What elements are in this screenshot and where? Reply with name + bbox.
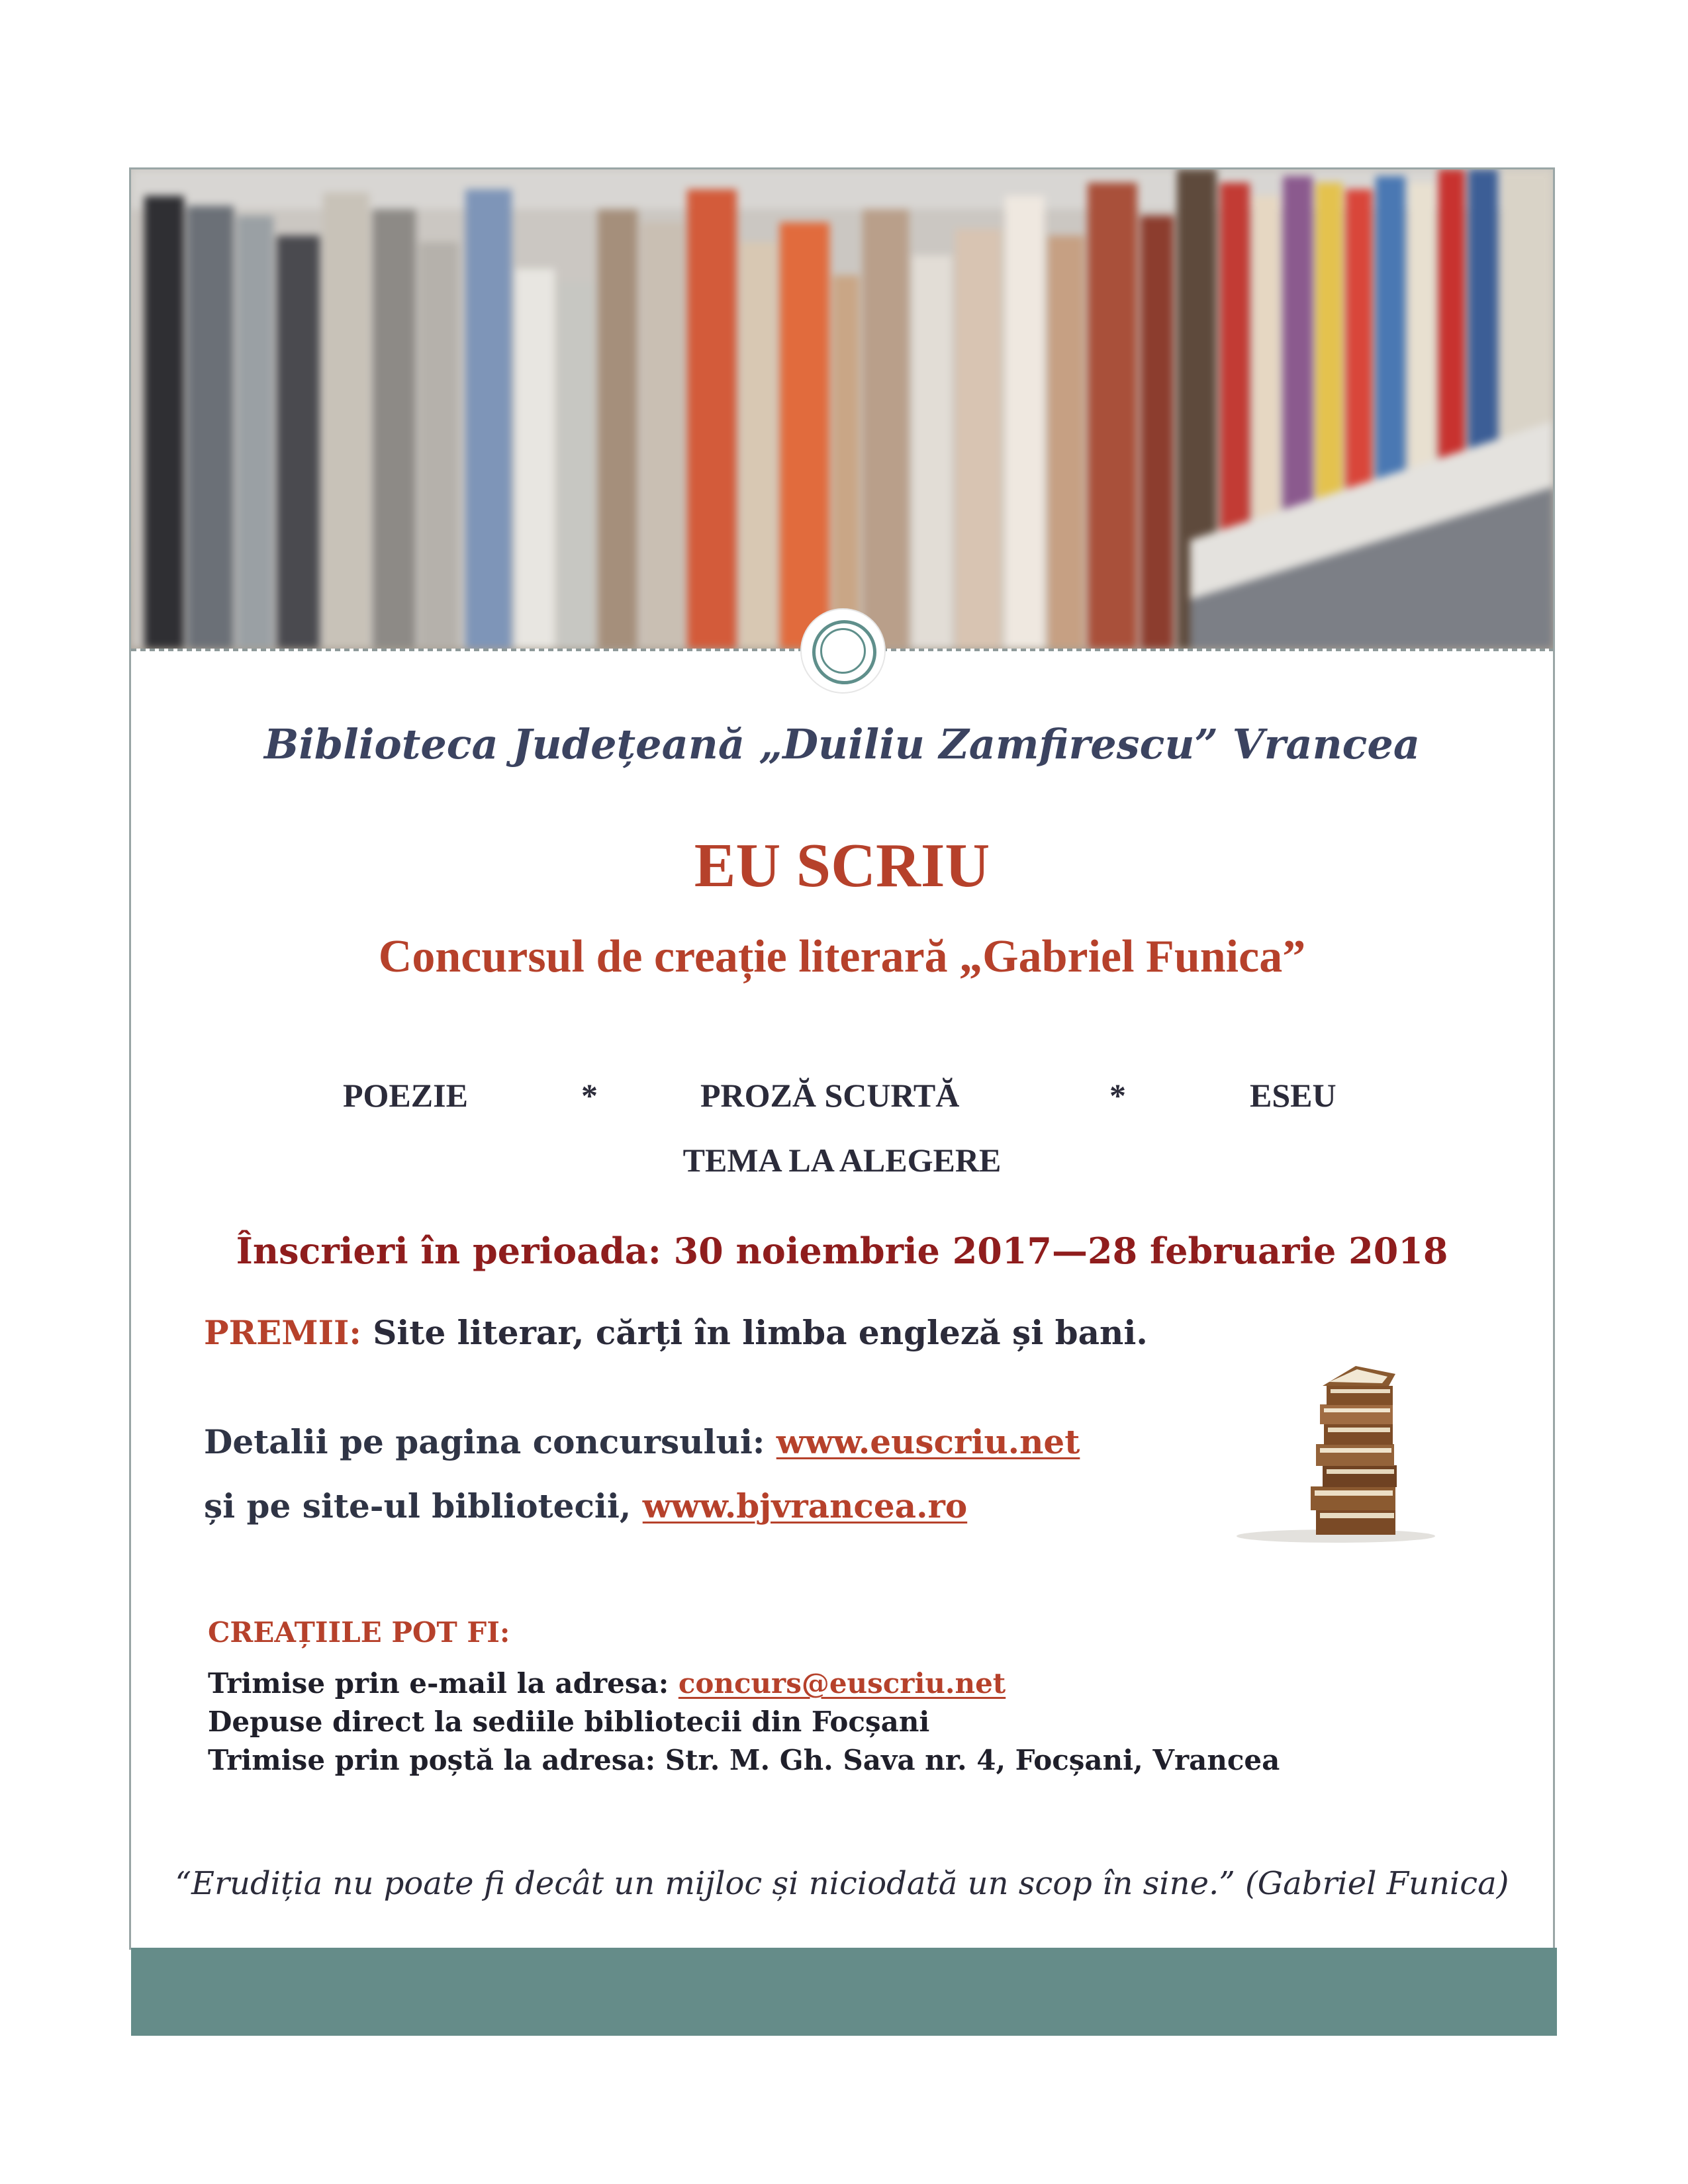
submissions-heading: CREAȚIILE POT FI: (208, 1616, 510, 1649)
bookshelf-photo (131, 169, 1553, 649)
category-poetry: POEZIE (343, 1077, 468, 1114)
ring-inner (812, 620, 876, 684)
prizes-label: PREMII: (204, 1313, 361, 1352)
poster-frame (129, 167, 1555, 1950)
poster-title: EU SCRIU (694, 831, 990, 900)
category-essay: ESEU (1250, 1077, 1336, 1114)
details-prefix: Detalii pe pagina concursului: (204, 1422, 765, 1461)
euscriu-link[interactable]: www.euscriu.net (776, 1422, 1080, 1461)
theme-line: TEMA LA ALEGERE (682, 1142, 1002, 1179)
library-name: Biblioteca Județeană „Duiliu Zamfirescu” Vrancea (263, 720, 1421, 768)
library-site-line (204, 1486, 967, 1525)
footer-bar (131, 1948, 1557, 2036)
submission-post-line: Trimise prin poștă la adresa: Str. M. Gh. Sava nr. 4, Focșani, Vrancea (208, 1744, 1280, 1776)
bjvrancea-link[interactable]: www.bjvrancea.ro (642, 1486, 968, 1525)
submission-direct-line: Depuse direct la sediile bibliotecii din Focșani (208, 1706, 930, 1738)
prizes-line (204, 1313, 1148, 1352)
registration-period: Înscrieri în perioada: 30 noiembrie 2017—28 februarie 2018 (236, 1230, 1448, 1272)
book-stack-icon (1117, 1347, 1448, 1546)
submission-email-line (208, 1667, 1006, 1700)
prizes-text: Site literar, cărți în limba engleză și bani. (373, 1313, 1148, 1352)
details-line (204, 1422, 1080, 1461)
category-separator: * (1109, 1077, 1126, 1114)
library-site-prefix: și pe site-ul bibliotecii, (204, 1486, 632, 1525)
email-prefix: Trimise prin e-mail la adresa: (208, 1667, 669, 1700)
funica-quote: “Erudiția nu poate fi decât un mijloc și niciodată un scop în sine.” (Gabriel Funica) (175, 1865, 1509, 1902)
category-separator: * (581, 1077, 598, 1114)
contest-subtitle: Concursul de creație literară „Gabriel Funica” (378, 931, 1306, 982)
bookshelf-illustration (131, 169, 1553, 649)
ring-emblem-icon (802, 610, 884, 692)
contest-email-link[interactable]: concurs@euscriu.net (678, 1667, 1006, 1700)
category-short-prose: PROZĂ SCURTĂ (700, 1077, 960, 1114)
